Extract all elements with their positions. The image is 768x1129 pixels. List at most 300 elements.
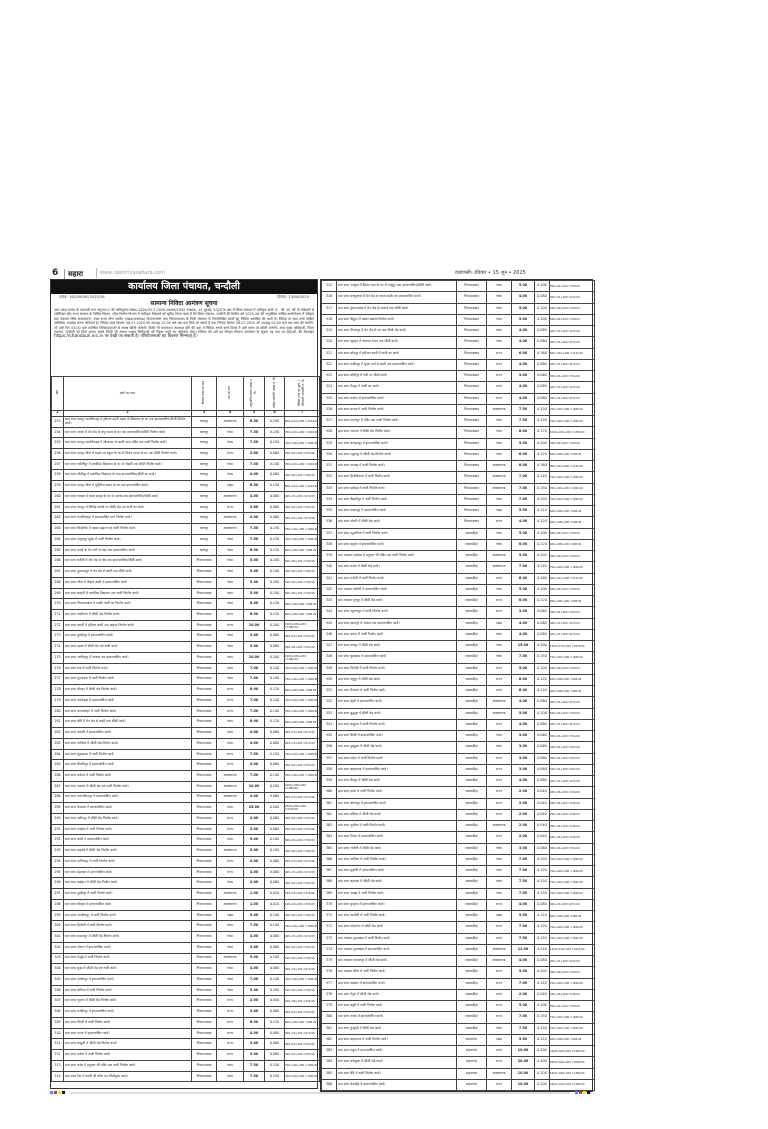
serial-cell: 321 (322, 348, 337, 359)
fund-cell: पंचम (217, 642, 244, 653)
serial-cell: 260 (52, 491, 64, 502)
block-cell: सकलडीहा (457, 753, 487, 764)
table-row (322, 517, 595, 528)
work-name-cell: ग्राम सभा अमड़ा में नाली निर्माण कार्य। (337, 888, 457, 899)
work-name-cell: ग्राम सभा पटना में इण्टरलाकिंग कार्य। (64, 1028, 192, 1039)
fee-cell: 700+126+200 =1026.00 (550, 472, 595, 483)
fund-cell: अवस्थापना (217, 889, 244, 900)
serial-cell: 261 (52, 502, 64, 513)
table-row (322, 708, 595, 719)
emd-cell: 0.080 (535, 359, 550, 370)
block-cell: सकलडीहा (457, 697, 487, 708)
fund-cell: राज्य (487, 1057, 512, 1068)
work-name-cell: ग्राम सभा सुदौली में इण्टरलाकिंग कार्य। (337, 866, 457, 877)
emd-cell: 0.150 (535, 854, 550, 865)
newspaper-logo: सहारा (64, 269, 83, 279)
fund-cell: पंचम (487, 888, 512, 899)
cost-cell: 5.00 (512, 438, 535, 449)
block-cell: नियामताबाद (457, 472, 487, 483)
work-name-cell: ग्राम सभा दुलहीपुर में इण्टरलाकिंग कार्य। (64, 631, 192, 642)
header-form-fee-text: निविदा प्रपत्र का मूल्य + जीएसटी (धनराशि रु. में) (297, 378, 305, 407)
table-row (322, 303, 595, 314)
fund-cell: अवस्थापना (217, 953, 244, 964)
serial-cell: 294 (52, 856, 64, 867)
serial-cell: 376 (322, 967, 337, 978)
table-row (52, 427, 320, 438)
emd-cell: 0.060 (535, 764, 550, 775)
cost-cell: 4.00 (244, 856, 265, 867)
work-name-cell: ग्राम सभा लौंदा में चौहान बस्ती में इण्टरलाकिंग कार्य। (64, 577, 192, 588)
fee-cell: 600+108+200 =908.00 (550, 686, 595, 697)
work-name-cell: ग्राम सभा दुल्हीपुर में नाली निर्माण कार्य। (64, 889, 192, 900)
cost-cell: 2.00 (512, 798, 535, 809)
fee-cell: 400+72+200 =672.00 (550, 292, 595, 303)
table-row (322, 821, 595, 832)
emd-cell: 0.040 (535, 832, 550, 843)
fund-cell: पंचम (217, 942, 244, 953)
fee-cell: 200+36+200 =436.00 (550, 798, 595, 809)
emd-cell: 0.080 (535, 393, 550, 404)
serial-cell: 265 (52, 545, 64, 556)
block-cell: नियामताबाद (192, 674, 217, 685)
serial-cell: 270 (52, 599, 64, 610)
fund-cell: अवस्थापना (217, 771, 244, 782)
table-row (322, 483, 595, 494)
work-name-cell: ग्राम सभा बबुरी में नाली निर्माण कार्य। (337, 1001, 457, 1012)
table-row (52, 878, 320, 889)
serial-cell: 335 (322, 506, 337, 517)
cost-cell: 7.50 (512, 652, 535, 663)
fee-cell: 1000+180+200 =1380.00 (285, 620, 320, 631)
fee-cell: 300+54+200 =554.00 (285, 760, 320, 771)
work-name-cell: ग्राम सभा कोल्हुआ में सीसी रोड कार्य। (337, 1057, 457, 1068)
emd-cell: 0.120 (265, 599, 285, 610)
work-name-cell: ग्राम सभा धनाइतपुर में इण्टरलाकिंग कार्य। (337, 438, 457, 449)
fund-cell: पंचम (217, 438, 244, 449)
emd-cell: 0.060 (535, 371, 550, 382)
work-name-cell: ग्राम सभा हिनौली में नाली निर्माण कार्य। (64, 921, 192, 932)
block-cell: नियामताबाद (192, 867, 217, 878)
emd-cell: 0.200 (265, 620, 285, 631)
fund-cell: पंचम (217, 717, 244, 728)
table-row (322, 989, 595, 1000)
emd-cell: 0.080 (265, 964, 285, 975)
fund-cell: राज्य (487, 1079, 512, 1090)
notice-link[interactable]: https://chandauli.nic.in पर देखी जा सकती है। परियोजनाओं का विवरण निम्नवत् है:- (54, 334, 199, 340)
emd-cell: 0.080 (265, 728, 285, 739)
emd-cell: 0.080 (535, 899, 550, 910)
work-name-cell: ग्राम सभा सहाबगंज में नाली निर्माण कार्य। (337, 1034, 457, 1045)
serial-cell: 356 (322, 742, 337, 753)
fund-cell: टाइड (217, 481, 244, 492)
block-cell: सकलडीहा (457, 742, 487, 753)
work-name-cell: ग्राम सभा सकलपुर में सीसी रोड निर्माण कार्य। (64, 932, 192, 943)
work-name-cell: ग्राम सभा बनभुलावा में मेन रोड से यादव बस्ती तक इण्टरलाकिंग कार्य। (337, 292, 457, 303)
cost-cell: 7.00 (244, 663, 265, 674)
serial-cell: 305 (52, 974, 64, 985)
work-name-cell: ग्राम सभा पिपरी में नाली निर्माण कार्य। (64, 1017, 192, 1028)
serial-cell: 273 (52, 631, 64, 642)
work-name-cell: ग्राम सभा अमरा में मेन रोड से रामू यादव के घर तक इण्टरलाकिंग/सीसी निर्माण कार्य। (64, 427, 192, 438)
work-name-cell: ग्राम सभा परसिया में सीसी रोड निर्माण कार्य। (64, 738, 192, 749)
work-name-cell: ग्राम सभा मुड़हुआ में सीसी रोड कार्य। (337, 742, 457, 753)
table-row (322, 416, 595, 427)
table-row (322, 1034, 595, 1045)
serial-cell: 336 (322, 517, 337, 528)
work-name-cell: ग्राम सभा बरहनी में प्राथमिक विद्यालय तक नाली निर्माण कार्य। (64, 588, 192, 599)
block-cell: नियामताबाद (192, 760, 217, 771)
dateline: वाराणसी। रविवार • 15 जून • 2025 (455, 270, 526, 276)
cost-cell: 6.00 (244, 545, 265, 556)
fee-cell: 800+144+200 =1144.00 (550, 348, 595, 359)
work-name-cell: ग्राम सभा सैदपुर में सीसी रोड कार्य। (337, 776, 457, 787)
table-row (322, 551, 595, 562)
fee-cell: 700+126+200 =1026.00 (285, 674, 320, 685)
fund-cell: पंचम (487, 292, 512, 303)
cost-cell: 3.00 (244, 878, 265, 889)
block-cell: धानापुर (192, 470, 217, 481)
fee-cell: 400+72+200 =672.00 (285, 491, 320, 502)
page-number: 6 (52, 268, 59, 278)
emd-cell: 0.080 (535, 337, 550, 348)
serial-cell: 306 (52, 985, 64, 996)
work-name-cell: ग्राम सभा मधुपुर में सीसी रोड कार्य। (337, 674, 457, 685)
emd-cell: 0.150 (265, 749, 285, 760)
fund-cell: पंचम (487, 438, 512, 449)
serial-cell: 378 (322, 989, 337, 1000)
block-cell: नियामताबाद (192, 642, 217, 653)
cost-cell: 7.50 (244, 1060, 265, 1071)
serial-cell: 384 (322, 1057, 337, 1068)
block-cell: सकलडीहा (457, 956, 487, 967)
fee-cell: 600+108+200 =908.00 (550, 539, 595, 550)
cost-cell: 4.00 (244, 1028, 265, 1039)
table-row (322, 742, 595, 753)
block-cell: सकलडीहा (457, 596, 487, 607)
cost-cell: 4.00 (512, 326, 535, 337)
fee-cell: 500+90+200 =790.00 (550, 281, 595, 292)
serial-cell: 281 (52, 717, 64, 728)
work-name-cell: ग्राम सभा रामपुर कमलिकाहा में शौचालय से काली माता मंदिर तक नाली निर्माण कार्य। (64, 438, 192, 449)
fund-cell: पंचम (217, 803, 244, 814)
emd-cell: 0.060 (265, 1007, 285, 1018)
work-name-cell: ग्राम सभा डेढ़गावां में इण्टरलाकिंग कार्य। (64, 867, 192, 878)
cost-cell: 5.50 (512, 911, 535, 922)
fee-cell: 400+72+200 =672.00 (550, 629, 595, 640)
header-fund-text: मद का नाम (227, 386, 232, 399)
fund-cell: पंचम (217, 835, 244, 846)
fee-cell: 500+90+200 =790.00 (550, 663, 595, 674)
cost-cell: 5.00 (512, 967, 535, 978)
work-name-cell: ग्राम सभा पारलपुर में मंदिर तक नाली निर्माण कार्य। (337, 416, 457, 427)
block-cell: सकलडीहा (457, 1012, 487, 1023)
fund-cell: पंचम (487, 416, 512, 427)
table-row (322, 798, 595, 809)
cost-cell: 6.00 (512, 427, 535, 438)
fee-cell: 700+126+200 =1026.00 (285, 1060, 320, 1071)
work-name-cell: ग्राम सभा कूढ़ाकला में नाली निर्माण कार्य। (64, 749, 192, 760)
serial-cell: 257 (52, 459, 64, 470)
block-cell: नियामताबाद (192, 856, 217, 867)
block-cell: सकलडीहा (457, 978, 487, 989)
block-cell: नियामताबाद (192, 685, 217, 696)
emd-cell: 0.100 (265, 835, 285, 846)
block-cell: सकलडीहा (457, 854, 487, 865)
table-row (52, 985, 320, 996)
cost-cell: 7.50 (244, 524, 265, 535)
table-row (322, 326, 595, 337)
fund-cell: पंचम (487, 877, 512, 888)
fee-cell: 400+72+200 =672.00 (550, 337, 595, 348)
block-cell: सकलडीहा (457, 944, 487, 955)
table-row (322, 382, 595, 393)
table-row (52, 899, 320, 910)
work-name-cell: ग्राम सभा डेहरी में इण्टरलाकिंग कार्य। (337, 697, 457, 708)
serial-cell: 334 (322, 494, 337, 505)
table-row (322, 292, 595, 303)
work-name-cell: ग्राम सभा बरठी में इण्टरलाकिंग कार्य। (64, 835, 192, 846)
emd-cell: 0.060 (535, 843, 550, 854)
work-name-cell: ग्राम सभा नसीरपुर में सीसी रोड निर्माण कार्य। (64, 813, 192, 824)
block-cell: सकलडीहा (457, 933, 487, 944)
work-name-cell: ग्राम पंचायत नुरपुर में सीसी रोड कार्य। (337, 596, 457, 607)
fund-cell: राज्य (217, 620, 244, 631)
emd-cell: 0.150 (535, 933, 550, 944)
serial-cell: 324 (322, 382, 337, 393)
fee-cell: 600+108+200 =908.00 (550, 596, 595, 607)
fee-cell: 600+108+200 =908.00 (285, 599, 320, 610)
fund-cell: राज्य (487, 1001, 512, 1012)
work-name-cell: ग्राम सभा डोमनपुर में इण्टरलाकिंग कार्य। (337, 798, 457, 809)
work-name-cell: ग्राम सभा कैलावर में नाली निर्माण कार्य। (337, 686, 457, 697)
block-cell: सकलडीहा (457, 967, 487, 978)
emd-cell: 0.140 (535, 562, 550, 573)
emd-cell: 0.110 (535, 1034, 550, 1045)
cost-cell: 15.00 (512, 641, 535, 652)
cost-cell: 7.00 (512, 922, 535, 933)
serial-cell: 347 (322, 641, 337, 652)
cost-cell: 7.50 (244, 749, 265, 760)
work-name-cell: ग्राम सभा चंदासी में इण्टरलाकिंग कार्य। (64, 728, 192, 739)
serial-cell: 327 (322, 416, 337, 427)
emd-cell: 0.100 (535, 967, 550, 978)
fee-cell: 700+126+200 =1026.00 (285, 695, 320, 706)
emd-cell: 0.200 (535, 1046, 550, 1057)
table-row (322, 438, 595, 449)
block-cell: सकलडीहा (457, 607, 487, 618)
emd-cell: 0.080 (535, 697, 550, 708)
serial-cell: 337 (322, 528, 337, 539)
table-row (322, 854, 595, 865)
serial-cell: 271 (52, 610, 64, 621)
fee-cell: 400+72+200 =672.00 (285, 1028, 320, 1039)
work-name-cell: ग्राम पंचायत चंदौली में इण्टरलाकिंग कार्य। (337, 584, 457, 595)
website-url[interactable]: www.rashtriyasahara.com (96, 268, 165, 278)
emd-cell: 0.080 (265, 867, 285, 878)
fee-cell: 500+90+200 =790.00 (285, 985, 320, 996)
work-name-cell: ग्राम सभा मझवार में इण्टरलाकिंग कार्य। (337, 978, 457, 989)
fee-cell: 500+90+200 =790.00 (285, 846, 320, 857)
serial-cell: 256 (52, 449, 64, 460)
work-name-cell: ग्राम सभा ताराजीवनपुर में इण्टरलाकिंग कार्य। (64, 792, 192, 803)
table-row (52, 867, 320, 878)
table-row (322, 1012, 595, 1023)
block-cell: नियामताबाद (457, 292, 487, 303)
serial-cell: 353 (322, 708, 337, 719)
fee-cell: 1500+270+200 =1970.00 (550, 641, 595, 652)
block-cell: सकलडीहा (457, 832, 487, 843)
fee-cell: 400+72+200 =672.00 (285, 513, 320, 524)
work-name-cell: ग्राम सभा लहुरा में इण्टरलाकिंग कार्य। (337, 1046, 457, 1057)
cost-cell: 7.00 (244, 674, 265, 685)
block-cell: सहाबगंज (457, 1079, 487, 1090)
cost-cell: 4.00 (512, 719, 535, 730)
table-row (322, 832, 595, 843)
table-row (322, 618, 595, 629)
fee-cell: 800+144+200 =1144.00 (550, 573, 595, 584)
fee-cell: 100+18+200 =318.00 (285, 899, 320, 910)
table-row (52, 771, 320, 782)
block-cell: सकलडीहा (457, 528, 487, 539)
emd-cell: 0.100 (535, 314, 550, 325)
fee-cell: 200+36+200 =436.00 (550, 989, 595, 1000)
fee-cell: 1000+180+200 =1380.00 (285, 652, 320, 663)
table-header-row (52, 377, 320, 411)
serial-cell: 343 (322, 596, 337, 607)
block-cell: नियामताबाद (457, 494, 487, 505)
fee-cell: 300+54+200 =554.00 (550, 843, 595, 854)
work-name-cell: ग्राम सभा रामपुर में सीसी रोड कार्य। (337, 641, 457, 652)
emd-cell: 0.060 (265, 760, 285, 771)
work-name-cell: ग्राम सभा परसहा में नाली निर्माण कार्य। (337, 461, 457, 472)
table-row (322, 866, 595, 877)
table-row (322, 877, 595, 888)
block-cell: नियामताबाद (192, 781, 217, 792)
cost-cell: 4.00 (512, 359, 535, 370)
block-cell: नियामताबाद (192, 985, 217, 996)
fund-cell: पंचम (217, 663, 244, 674)
fee-cell: 700+126+200 =1026.00 (285, 524, 320, 535)
cost-cell: 5.00 (512, 584, 535, 595)
cost-cell: 5.00 (244, 953, 265, 964)
work-name-cell: ग्राम सभा धौरहरा में इण्टरलाकिंग कार्य। (64, 899, 192, 910)
serial-cell: 386 (322, 1079, 337, 1090)
table-row (52, 889, 320, 900)
fee-cell: 600+108+200 =908.00 (285, 717, 320, 728)
fund-cell: टाइड (217, 910, 244, 921)
work-name-cell: ग्राम सभा मुगलचक में नाली निर्माण कार्य। (64, 674, 192, 685)
serial-cell: 287 (52, 781, 64, 792)
cost-cell: 25.00 (244, 803, 265, 814)
table-row (322, 944, 595, 955)
serial-cell: 312 (52, 1050, 64, 1061)
fee-cell: 200+36+200 =436.00 (550, 809, 595, 820)
block-cell: नियामताबाद (457, 393, 487, 404)
fee-cell: 700+126+200 =1026.00 (550, 652, 595, 663)
fee-cell: 400+72+200 =672.00 (285, 728, 320, 739)
fund-cell: अवस्थापना (217, 513, 244, 524)
fee-cell: 800+144+200 =1144.00 (550, 461, 595, 472)
emd-cell: 0.080 (265, 513, 285, 524)
table-row (52, 470, 320, 481)
serial-cell: 360 (322, 787, 337, 798)
emd-cell: 0.100 (535, 438, 550, 449)
block-cell: नियामताबाद (192, 663, 217, 674)
block-cell: नियामताबाद (457, 517, 487, 528)
serial-cell: 375 (322, 956, 337, 967)
work-name-cell: ग्राम सभा सरौली में नाली निर्माण कार्य। (337, 573, 457, 584)
block-cell: नियामताबाद (457, 506, 487, 517)
cost-cell: 10.00 (512, 1068, 535, 1079)
serial-cell: 291 (52, 824, 64, 835)
serial-cell: 346 (322, 629, 337, 640)
cost-cell: 4.00 (244, 932, 265, 943)
serial-cell: 330 (322, 449, 337, 460)
cost-cell: 12.00 (512, 944, 535, 955)
fee-cell: 400+72+200 =672.00 (550, 359, 595, 370)
block-cell: नियामताबाद (192, 813, 217, 824)
cost-cell: 10.00 (244, 652, 265, 663)
fund-cell: पंचम (217, 964, 244, 975)
table-row (322, 686, 595, 697)
block-cell: सकलडीहा (457, 652, 487, 663)
fund-cell: राज्य (487, 1012, 512, 1023)
cost-cell: 5.00 (244, 567, 265, 578)
table-row (52, 1028, 320, 1039)
emd-cell: 0.150 (265, 534, 285, 545)
fund-cell: अवस्थापना (487, 562, 512, 573)
cost-cell: 3.00 (244, 1007, 265, 1018)
fund-cell: पंचम (217, 738, 244, 749)
cost-cell: 7.50 (512, 877, 535, 888)
serial-cell: 348 (322, 652, 337, 663)
header-fund (217, 377, 244, 411)
fund-cell: अवस्थापना (487, 708, 512, 719)
table-row (52, 717, 320, 728)
cost-cell: 3.00 (244, 1050, 265, 1061)
table-row (52, 524, 320, 535)
cost-cell: 3.00 (512, 764, 535, 775)
block-cell: सकलडीहा (457, 776, 487, 787)
column-number: 3 (192, 410, 217, 416)
fee-cell: 400+72+200 =672.00 (550, 393, 595, 404)
fee-cell: 300+54+200 =554.00 (550, 731, 595, 742)
cost-cell: 6.00 (244, 599, 265, 610)
emd-cell: 0.240 (535, 944, 550, 955)
work-name-cell: ग्राम सभा सराया में नाली निर्माण कार्य। (337, 404, 457, 415)
table-row (52, 610, 320, 621)
block-cell: सकलडीहा (457, 573, 487, 584)
cost-cell: 5.50 (512, 506, 535, 517)
notice-date: दिनांक: 13/06/2025 (277, 295, 309, 299)
color-registration-marks-right (575, 1091, 590, 1094)
fee-cell: 700+126+200 =1026.00 (550, 933, 595, 944)
fee-cell: 300+54+200 =554.00 (550, 764, 595, 775)
table-row (322, 911, 595, 922)
block-cell: नियामताबाद (192, 921, 217, 932)
block-cell: नियामताबाद (457, 303, 487, 314)
table-row (322, 663, 595, 674)
table-row (322, 573, 595, 584)
block-cell: सकलडीहा (457, 798, 487, 809)
emd-cell: 0.120 (535, 596, 550, 607)
fund-cell: पंचम (217, 985, 244, 996)
block-cell: सकलडीहा (457, 584, 487, 595)
fund-cell: पंचम (487, 494, 512, 505)
block-cell: नियामताबाद (192, 1017, 217, 1028)
block-cell: नियामताबाद (192, 695, 217, 706)
serial-cell: 296 (52, 878, 64, 889)
